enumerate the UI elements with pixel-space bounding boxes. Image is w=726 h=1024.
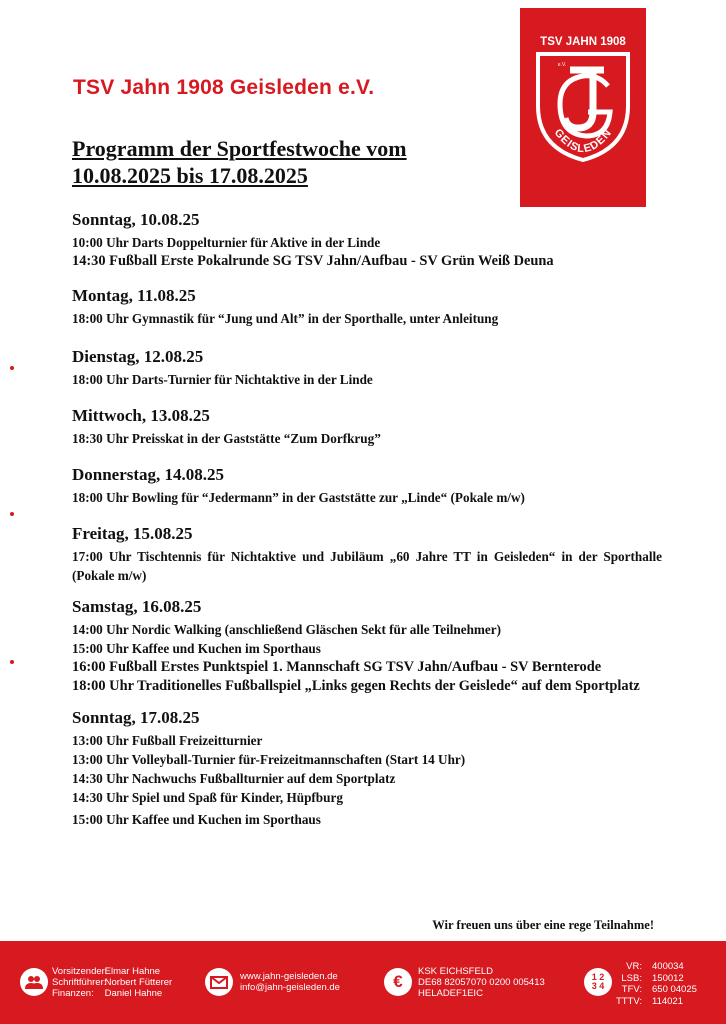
event-item: 14:30 Uhr Spiel und Spaß für Kinder, Hüpfburg [72,790,343,805]
website-link[interactable]: www.jahn-geisleden.de [240,971,338,982]
bank-bic: HELADEF1EIC [418,988,483,999]
logo-small-text: e.V. [557,62,567,68]
page-title-line2: 10.08.2025 bis 17.08.2025 [72,163,308,188]
officials [52,966,172,999]
day-title: Sonntag, 10.08.25 [72,210,200,229]
program-schedule [72,210,662,844]
day-wednesday-13 [72,406,662,448]
event-item: 18:30 Uhr Preisskat in der Gaststätte “Zum Dorfkrug” [72,431,381,446]
day-title: Montag, 11.08.25 [72,286,196,305]
bank-name: KSK EICHSFELD [418,966,493,977]
day-title: Mittwoch, 13.08.25 [72,406,210,425]
registry-row: TFV: 650 04025 [621,984,697,995]
footer [0,941,726,1024]
closing-note: Wir freuen uns über eine rege Teilnahme! [432,918,654,932]
registry-row: TTTV: 114021 [615,995,683,1007]
registry-row: VR: 400034 [626,961,684,972]
day-monday-11 [72,286,662,328]
logo-top-text: TSV JAHN 1908 [540,36,626,48]
day-friday-15 [72,524,662,585]
event-item: 18:00 Uhr Bowling für “Jedermann” in der Gaststätte zur „Linde“ (Pokale m/w) [72,490,525,505]
margin-dot [10,512,14,516]
event-item: 10:00 Uhr Darts Doppelturnier für Aktive in der Linde [72,235,381,250]
event-item: 18:00 Uhr Darts-Turnier für Nichtaktive in der Linde [72,372,373,387]
official-row: Vorsitzender: Elmar Hahne [52,966,161,977]
day-title: Donnerstag, 14.08.25 [72,465,225,484]
day-title: Dienstag, 12.08.25 [72,347,204,366]
day-sunday-17 [72,708,662,829]
club-name: TSV Jahn 1908 Geisleden e.V. [73,76,375,99]
mail-icon [205,968,233,996]
day-tuesday-12 [72,347,662,389]
day-title: Freitag, 15.08.25 [72,524,193,543]
event-item: 14:30 Uhr Nachwuchs Fußballturnier auf dem Sportplatz [72,771,396,786]
day-sunday-10 [72,210,662,271]
euro-icon: € [384,968,412,996]
event-item: 15:00 Uhr Kaffee und Kuchen im Sporthaus [72,641,321,656]
bank-iban: DE68 82057070 0200 005413 [418,977,545,988]
event-item: 15:00 Uhr Kaffee und Kuchen im Sporthaus [72,812,321,827]
event-item: 18:00 Uhr Traditionelles Fußballspiel „Links gegen Rechts der Geislede“ auf dem Sportplatz [72,678,640,694]
official-row: Schriftführer: Norbert Fütterer [52,977,173,988]
margin-dot [10,660,14,664]
logo-bottom-text: GEISLEDEN [551,126,615,156]
page-title-line1: Programm der Sportfestwoche vom [72,136,407,161]
contact [240,971,340,993]
event-item: 13:00 Uhr Fußball Freizeitturnier [72,733,263,748]
bank-details [418,966,545,999]
registry-numbers [612,961,697,1007]
people-icon [20,968,48,996]
club-logo [520,8,646,207]
official-row: Finanzen: Daniel Hahne [52,988,163,999]
event-item: 14:00 Uhr Nordic Walking (anschließend Gläschen Sekt für alle Teilnehmer) [72,622,501,637]
event-item: 14:30 Fußball Erste Pokalrunde SG TSV Jahn/Aufbau - SV Grün Weiß Deuna [72,253,554,269]
event-item: 18:00 Uhr Gymnastik für “Jung und Alt” in der Sporthalle, unter Anleitung [72,311,499,326]
registry-numbers-icon: 1 2 3 4 [584,968,612,996]
event-item: 13:00 Uhr Volleyball-Turnier für-Freizeitmannschaften (Start 14 Uhr) [72,752,466,767]
registry-row: LSB: 150012 [621,972,684,984]
day-saturday-16 [72,597,662,696]
day-title: Samstag, 16.08.25 [72,597,202,616]
event-item: 17:00 Uhr Tischtennis für Nichtaktive und Jubiläum „60 Jahre TT in Geisleden“ in der Sporthalle (Pokale m/w) [72,549,662,583]
event-item: 16:00 Fußball Erstes Punktspiel 1. Mannschaft SG TSV Jahn/Aufbau - SV Bernterode [72,659,602,675]
day-thursday-14 [72,465,662,507]
margin-dot [10,366,14,370]
email-link[interactable]: info@jahn-geisleden.de [240,982,340,993]
page-title [72,135,492,189]
day-title: Sonntag, 17.08.25 [72,708,200,727]
